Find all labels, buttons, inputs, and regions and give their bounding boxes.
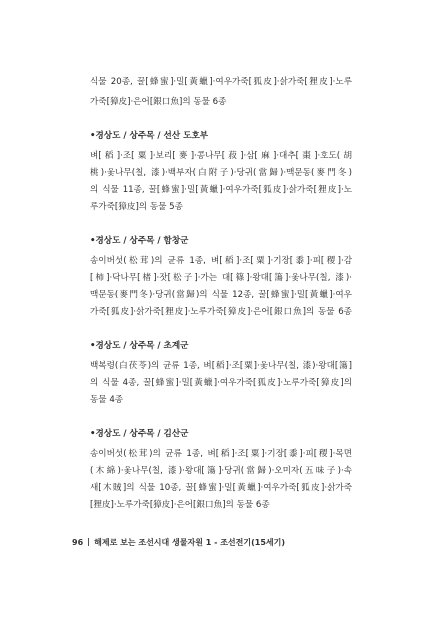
page-number: 96: [72, 538, 84, 547]
section-line: 의 식물 4종, 꿀[蜂蜜]·밀[黃蠟]·여우가죽[狐皮]·노루가죽[獐皮]의: [90, 378, 352, 388]
footer-divider: [88, 538, 89, 546]
section-line: 송이버섯(松茸)의 균류 1종, 벼[稻]·조[粟]·기장[黍]·피[稷]·목면: [90, 449, 352, 459]
section-line: 桃)·옻나무(칠, 漆)·백부자(白附子)·당귀(當歸)·맥문동(麥門冬): [90, 168, 352, 178]
section-line: 루가죽[獐皮]의 동물 5종: [90, 202, 183, 212]
section-line: [柿]·닥나무[楮]·잣[松子]·가는 대[篠]·왕대[簜]·옻나무(칠, 漆)·: [90, 273, 352, 283]
section-line: 가죽[狐皮]·삵가죽[狸皮]·노루가죽[獐皮]·은어[銀口魚]의 동물 6종: [90, 307, 352, 317]
book-title: 해제로 보는 조선시대 생물자원 1 - 조선전기(15세기): [94, 538, 286, 547]
section-line: 벼[稻]·조[粟]·보리[麥]·콩나무[菽]·삼[麻]·대추[棗]·호도(胡: [90, 151, 352, 161]
section-line: 동물 4종: [90, 395, 124, 405]
section-line: [狸皮]·노루가죽[獐皮]·은어[銀口魚]의 동물 6종: [90, 500, 270, 510]
page-footer: [72, 538, 285, 548]
section-line: 새[木賊]의 식물 10종, 꿀[蜂蜜]·밀[黃蠟]·여우가죽[狐皮]·삵가죽: [90, 483, 352, 493]
section-line: (木綿)·옻나무(칠, 漆)·왕대[簜]·당귀(當歸)·오미자(五味子)·속: [90, 466, 352, 476]
section-heading-seonsan: •경상도 / 상주목 / 선산 도호부: [90, 131, 209, 141]
section-line: 의 식물 11종, 꿀[蜂蜜]·밀[黃蠟]·여우가죽[狐皮]·삵가죽[狸皮]·노: [90, 185, 352, 195]
section-line: 송이버섯(松茸)의 균류 1종, 벼[稻]·조[粟]·기장[黍]·피[稷]·감: [90, 256, 352, 266]
intro-line-2: 가죽[獐皮]·은어[銀口魚]의 동물 6종: [90, 97, 227, 107]
section-heading-hamchang: •경상도 / 상주목 / 함창군: [90, 236, 189, 246]
intro-line-1: 식물 20종, 꿀[蜂蜜]·밀[黃蠟]·여우가죽[狐皮]·삵가죽[狸皮]·노루: [90, 77, 352, 87]
section-line: 맥문동(麥門冬)·당귀(當歸)의 식물 12종, 꿀[蜂蜜]·밀[黃蠟]·여우: [90, 290, 352, 300]
section-line: 백복령(白茯苓)의 균류 1종, 벼[稻]·조[粟]·옻나무(칠, 漆)·왕대[簜]: [90, 361, 352, 371]
section-heading-chogye: •경상도 / 상주목 / 초계군: [90, 341, 189, 351]
section-heading-gimsan: •경상도 / 상주목 / 김산군: [90, 429, 189, 439]
